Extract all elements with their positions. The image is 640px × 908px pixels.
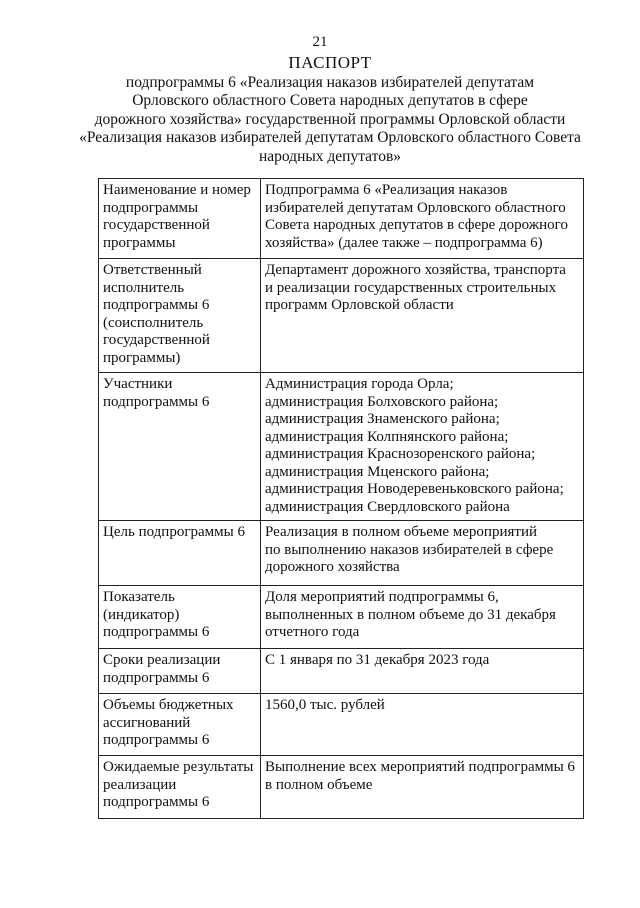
row-value-line: Реализация в полном объеме мероприятий	[265, 524, 537, 540]
row-label-line: подпрограммы 6	[103, 297, 210, 313]
row-label-line: Цель подпрограммы 6	[103, 524, 245, 540]
passport-table-body	[99, 179, 584, 819]
row-value-line: 1560,0 тыс. рублей	[265, 697, 385, 713]
row-label-cell	[99, 521, 261, 586]
document-header	[60, 54, 600, 166]
row-label-line: подпрограммы 6	[103, 732, 210, 748]
table-row	[99, 649, 584, 694]
passport-table	[98, 178, 584, 819]
row-value-line: Подпрограмма 6 «Реализация наказов	[265, 182, 508, 198]
row-label-line: подпрограммы	[103, 199, 199, 216]
row-label-cell	[99, 586, 261, 649]
row-value-line: Департамент дорожного хозяйства, транспорта	[265, 262, 566, 278]
row-label-line: (соисполнитель	[103, 314, 204, 331]
row-label-line: Сроки реализации	[103, 652, 221, 668]
row-value-line: администрация Мценского района;	[265, 463, 490, 480]
row-value-cell	[261, 521, 584, 586]
row-label-line: Ожидаемые результаты	[103, 759, 254, 775]
row-label-line: Ответственный	[103, 262, 202, 278]
row-value-line: администрация Краснозоренского района;	[265, 446, 536, 462]
row-label-line: подпрограммы 6	[103, 624, 210, 640]
row-label-line: подпрограммы 6	[103, 393, 210, 410]
row-value-line: Администрация города Орла;	[265, 376, 454, 392]
row-value-line: отчетного года	[265, 624, 360, 640]
row-label-line: государственной	[103, 332, 210, 348]
table-row	[99, 521, 584, 586]
row-value-cell	[261, 586, 584, 649]
header-line: подпрограммы 6 «Реализация наказов избирателей депутатам	[125, 73, 535, 91]
row-value-line: избирателей депутатам Орловского областного	[265, 199, 566, 216]
row-label-line: Наименование и номер	[103, 182, 251, 198]
row-value-line: Выполнение всех мероприятий подпрограммы 6	[265, 759, 575, 775]
row-value-line: администрация Знаменского района;	[265, 411, 500, 427]
row-value-cell	[261, 649, 584, 694]
row-label-line: программы	[103, 234, 176, 251]
table-row	[99, 259, 584, 373]
row-value-cell	[261, 373, 584, 521]
row-label-line: реализации	[103, 776, 177, 793]
row-label-line: исполнитель	[103, 279, 185, 296]
row-value-line: Доля мероприятий подпрограммы 6,	[265, 589, 499, 605]
row-value-line: программ Орловской области	[265, 297, 454, 313]
row-label-cell	[99, 694, 261, 756]
row-value-line: администрация Новодеревеньковского района;	[265, 481, 564, 497]
row-label-line: Показатель	[103, 589, 175, 605]
row-label-cell	[99, 373, 261, 521]
header-line: народных депутатов»	[258, 147, 402, 165]
row-label-line: государственной	[103, 217, 210, 233]
header-line: Орловского областного Совета народных депутатов в сфере	[132, 92, 528, 109]
row-value-line: по выполнению наказов избирателей в сфере	[265, 541, 554, 558]
table-row	[99, 373, 584, 521]
header-line: дорожного хозяйства» государственной программы Орловской области	[94, 110, 566, 128]
row-value-cell	[261, 756, 584, 819]
row-value-line: Совета народных депутатов в сфере дорожного	[265, 217, 568, 233]
row-value-line: в полном объеме	[265, 776, 373, 793]
row-value-line: С 1 января по 31 декабря 2023 года	[265, 652, 490, 668]
header-line: «Реализация наказов избирателей депутатам Орловского областного Совета	[79, 129, 581, 146]
row-label-line: ассигнований	[103, 714, 191, 731]
row-label-line: Объемы бюджетных	[103, 697, 234, 713]
row-value-cell	[261, 694, 584, 756]
page-number: 21	[312, 34, 328, 50]
row-value-line: дорожного хозяйства	[265, 559, 400, 575]
row-value-line: администрация Колпнянского района;	[265, 428, 509, 445]
row-value-cell	[261, 179, 584, 259]
row-label-cell	[99, 649, 261, 694]
row-label-line: Участники	[103, 376, 173, 392]
table-row	[99, 756, 584, 819]
table-row	[99, 586, 584, 649]
row-label-line: подпрограммы 6	[103, 669, 210, 686]
table-row	[99, 694, 584, 756]
row-label-cell	[99, 179, 261, 259]
row-label-line: программы)	[103, 349, 181, 366]
row-label-line: подпрограммы 6	[103, 794, 210, 810]
row-value-line: и реализации государственных строительных	[265, 279, 557, 296]
row-value-line: хозяйства» (далее также – подпрограмма 6)	[265, 234, 543, 251]
table-row	[99, 179, 584, 259]
row-value-line: администрация Болховского района;	[265, 393, 499, 410]
row-value-line: выполненных в полном объеме до 31 декабря	[265, 606, 556, 623]
row-label-line: (индикатор)	[103, 606, 180, 623]
row-value-cell	[261, 259, 584, 373]
row-label-cell	[99, 259, 261, 373]
row-value-line: администрация Свердловского района	[265, 498, 510, 515]
row-label-cell	[99, 756, 261, 819]
document-title: ПАСПОРТ	[288, 53, 372, 72]
